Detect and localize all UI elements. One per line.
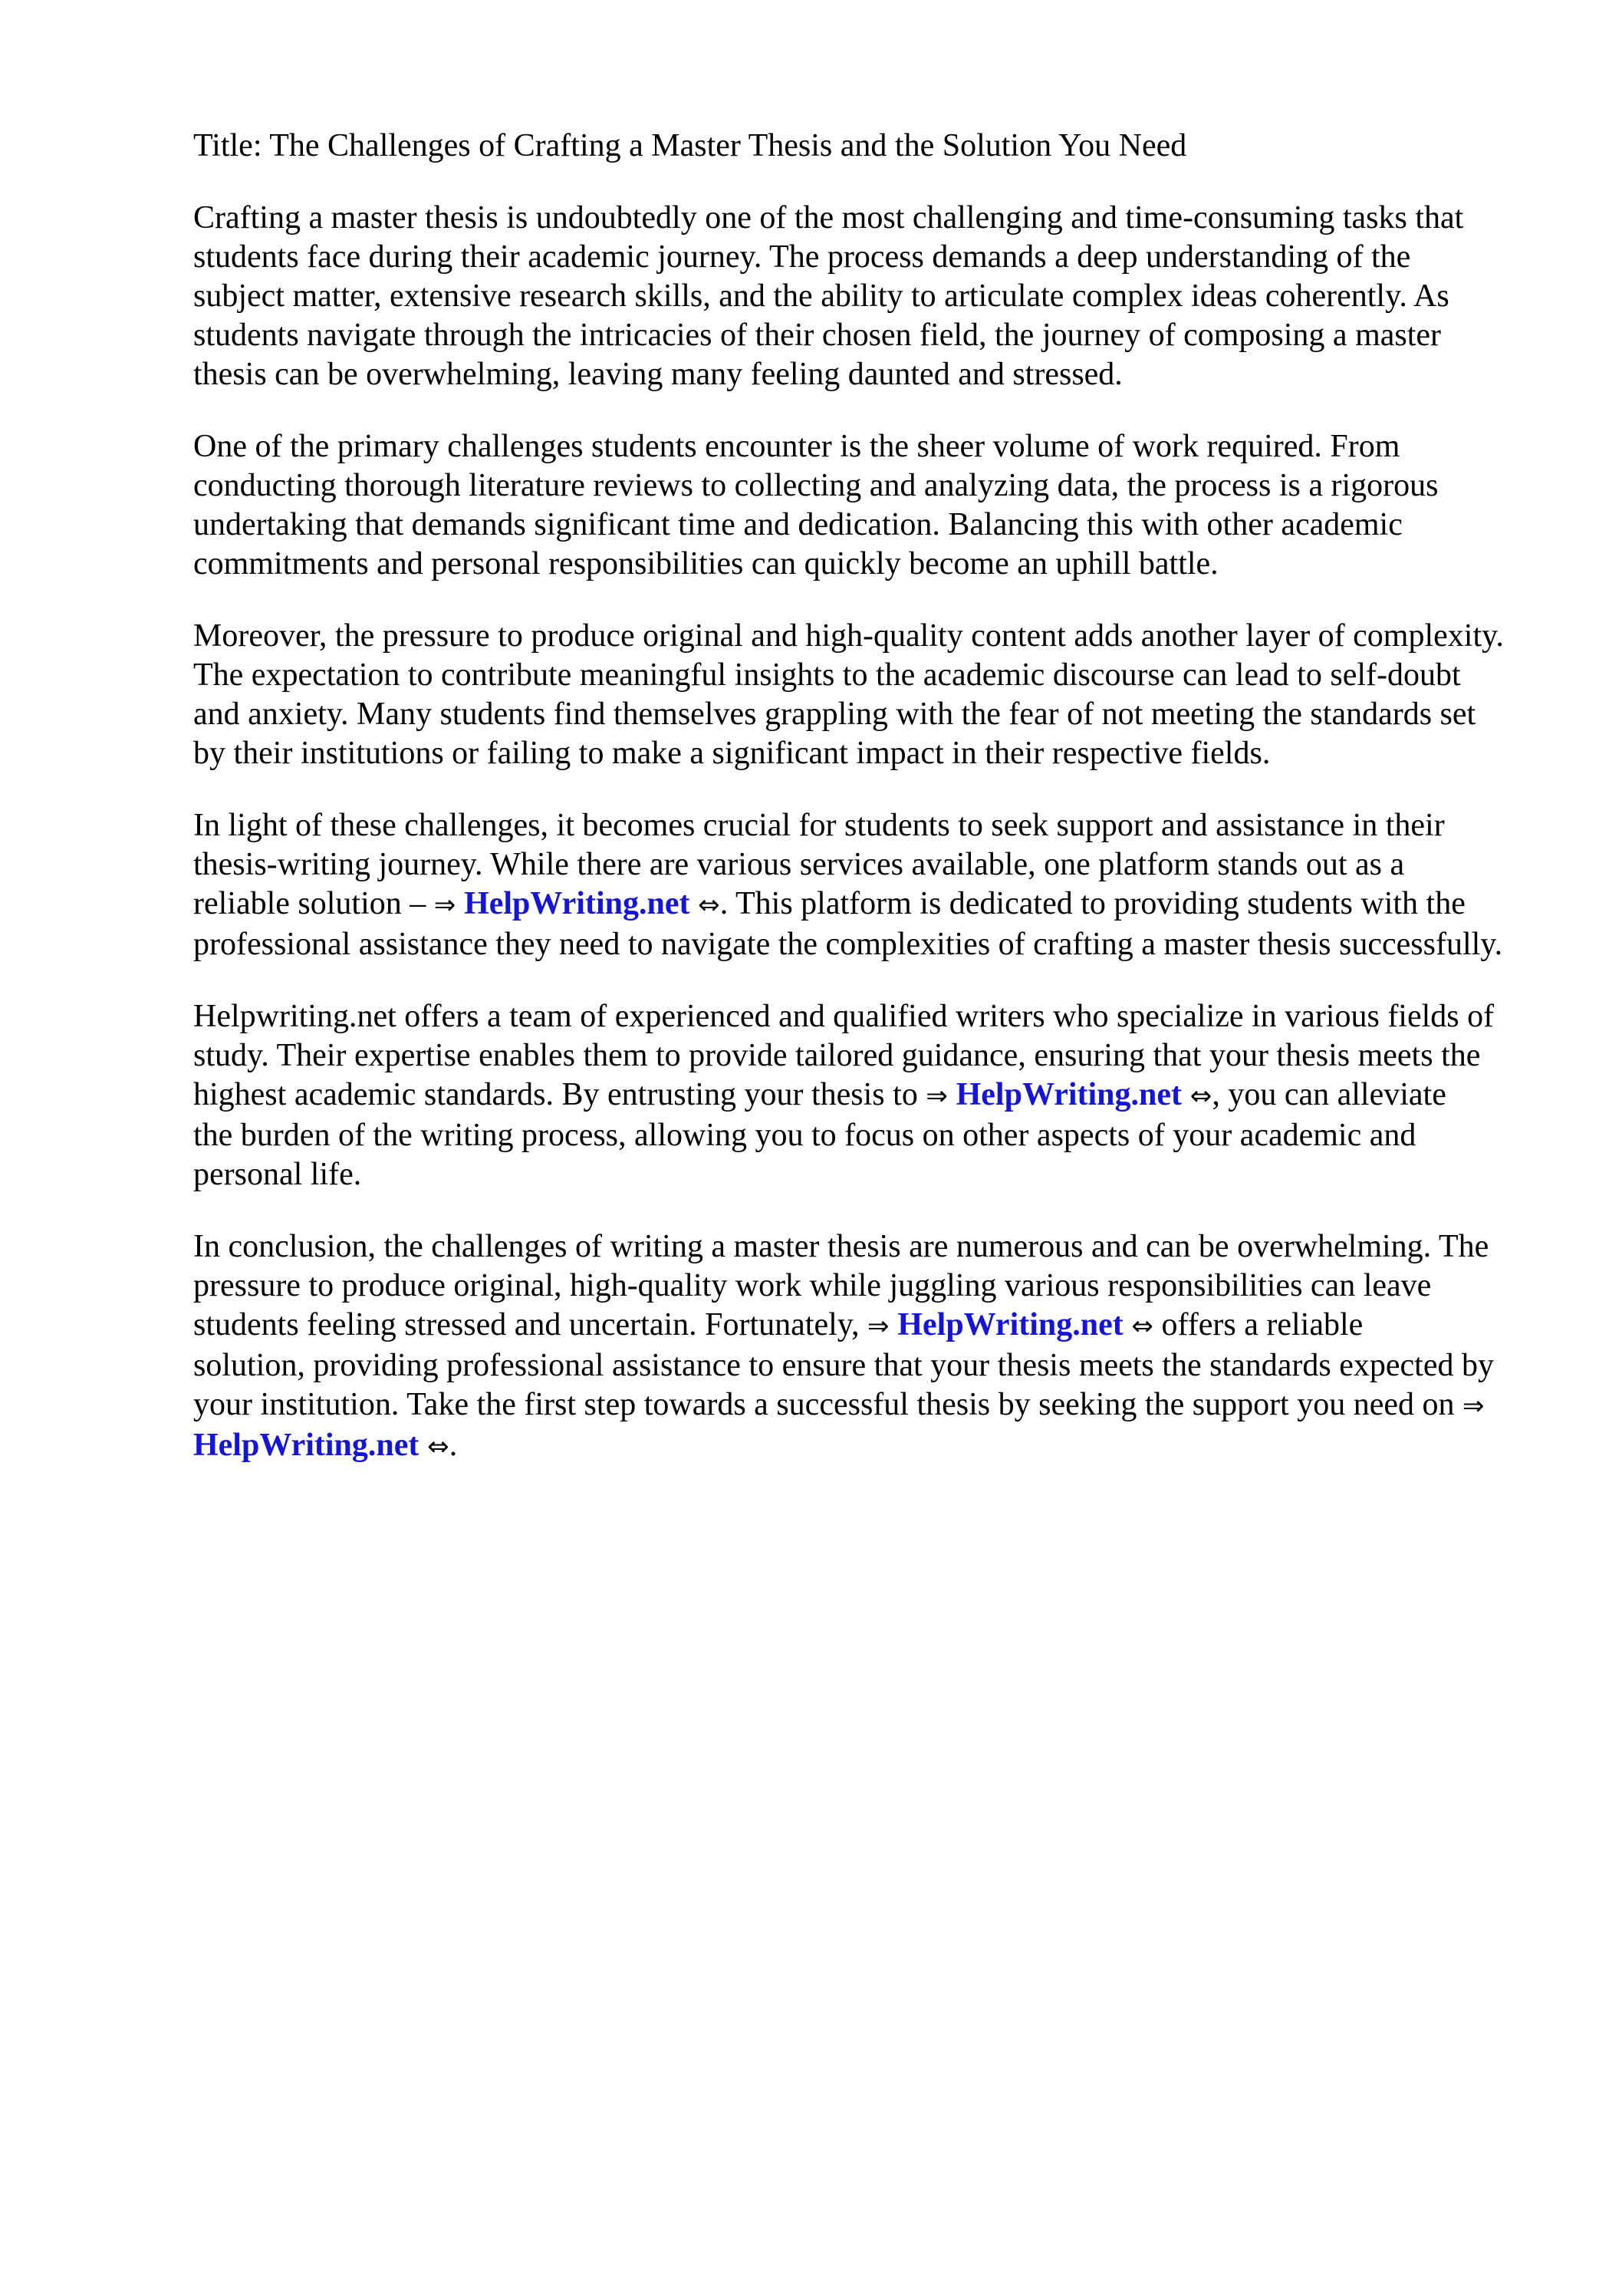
text-line xyxy=(193,355,1504,394)
text-segment: your institution. Take the first step towards a successful thesis by seeking the support you need on xyxy=(193,1387,1463,1422)
text-segment: . xyxy=(449,1428,458,1463)
text-line xyxy=(193,1385,1504,1426)
text-segment: pressure to produce original, high-quality work while juggling various responsibilities can leave xyxy=(193,1268,1432,1303)
text-line xyxy=(193,427,1504,466)
text-line xyxy=(193,316,1504,355)
paragraph xyxy=(193,1227,1504,1467)
text-line xyxy=(193,845,1504,884)
text-line xyxy=(193,1426,1504,1467)
text-line xyxy=(193,238,1504,277)
text-segment: students feeling stressed and uncertain. Fortunately, xyxy=(193,1307,868,1342)
text-line xyxy=(193,127,1504,166)
text-line xyxy=(193,656,1504,695)
text-line xyxy=(193,545,1504,584)
arrow-icon: ⇒ xyxy=(1462,1391,1485,1421)
text-segment: subject matter, extensive research skills, and the ability to articulate complex ideas coherently. As xyxy=(193,278,1449,314)
arrow-icon: ⇔ xyxy=(1123,1311,1154,1342)
text-line xyxy=(193,1306,1504,1346)
text-segment: The expectation to contribute meaningful insights to the academic discourse can lead to self-doubt xyxy=(193,657,1461,693)
paragraph xyxy=(193,806,1504,964)
text-segment: students face during their academic journey. The process demands a deep understanding of the xyxy=(193,239,1411,275)
text-line xyxy=(193,997,1504,1036)
document-body xyxy=(193,127,1504,1500)
text-segment: undertaking that demands significant time and dedication. Balancing this with other academic xyxy=(193,507,1403,542)
text-segment: conducting thorough literature reviews to collecting and analyzing data, the process is a rigorous xyxy=(193,468,1439,503)
arrow-icon: ⇒ xyxy=(433,890,465,921)
text-segment: Title: The Challenges of Crafting a Master Thesis and the Solution You Need xyxy=(193,128,1187,163)
text-segment: the burden of the writing process, allowing you to focus on other aspects of your academic and xyxy=(193,1118,1416,1153)
text-segment: students navigate through the intricacies of their chosen field, the journey of composing a master xyxy=(193,318,1442,353)
paragraph xyxy=(193,427,1504,584)
text-line xyxy=(193,1036,1504,1076)
text-line xyxy=(193,1346,1504,1385)
text-segment: Helpwriting.net offers a team of experienced and qualified writers who specialize in various fields of xyxy=(193,999,1495,1034)
text-segment: . This platform is dedicated to providing students with the xyxy=(719,886,1466,921)
text-segment: commitments and personal responsibilities can quickly become an uphill battle. xyxy=(193,546,1219,581)
helpwriting-link[interactable]: HelpWriting.net xyxy=(897,1307,1124,1342)
text-segment: Crafting a master thesis is undoubtedly one of the most challenging and time-consuming tasks that xyxy=(193,200,1464,236)
arrow-icon: ⇔ xyxy=(1182,1081,1212,1112)
helpwriting-link[interactable]: HelpWriting.net xyxy=(464,886,690,921)
text-segment: highest academic standards. By entrusting your thesis to xyxy=(193,1077,926,1112)
text-line xyxy=(193,1227,1504,1267)
text-segment: by their institutions or failing to make a significant impact in their respective fields. xyxy=(193,736,1271,771)
text-line xyxy=(193,695,1504,734)
text-segment: thesis can be overwhelming, leaving many feeling daunted and stressed. xyxy=(193,357,1123,392)
text-line xyxy=(193,506,1504,545)
text-line xyxy=(193,1116,1504,1155)
text-line xyxy=(193,806,1504,845)
helpwriting-link[interactable]: HelpWriting.net xyxy=(956,1077,1183,1112)
text-line xyxy=(193,466,1504,506)
text-segment: In light of these challenges, it becomes crucial for students to seek support and assistance in their xyxy=(193,808,1445,843)
paragraph xyxy=(193,617,1504,773)
text-segment: and anxiety. Many students find themselves grappling with the fear of not meeting the standards set xyxy=(193,697,1476,732)
text-segment: solution, providing professional assistance to ensure that your thesis meets the standards expected by xyxy=(193,1348,1494,1383)
text-line xyxy=(193,884,1504,925)
text-line xyxy=(193,199,1504,238)
text-segment: One of the primary challenges students encounter is the sheer volume of work required. From xyxy=(193,429,1400,464)
text-line xyxy=(193,277,1504,316)
paragraph xyxy=(193,997,1504,1194)
text-segment: In conclusion, the challenges of writing a master thesis are numerous and can be overwhelming. The xyxy=(193,1229,1489,1264)
helpwriting-link[interactable]: HelpWriting.net xyxy=(193,1428,419,1463)
arrow-icon: ⇔ xyxy=(419,1431,449,1462)
document-title xyxy=(193,127,1504,166)
arrow-icon: ⇒ xyxy=(867,1311,898,1342)
text-segment: , you can alleviate xyxy=(1212,1077,1446,1112)
text-line xyxy=(193,734,1504,773)
text-segment: thesis-writing journey. While there are various services available, one platform stands out as a xyxy=(193,847,1405,882)
text-segment: personal life. xyxy=(193,1157,362,1192)
arrow-icon: ⇒ xyxy=(926,1081,956,1112)
paragraph xyxy=(193,199,1504,394)
text-line xyxy=(193,1076,1504,1116)
text-segment: offers a reliable xyxy=(1153,1307,1364,1342)
text-segment: reliable solution – xyxy=(193,886,434,921)
arrow-icon: ⇔ xyxy=(689,890,720,921)
text-segment: study. Their expertise enables them to provide tailored guidance, ensuring that your thesis meets the xyxy=(193,1038,1481,1073)
text-line xyxy=(193,1267,1504,1306)
text-line xyxy=(193,1155,1504,1194)
text-line xyxy=(193,925,1504,964)
text-line xyxy=(193,617,1504,656)
text-segment: Moreover, the pressure to produce original and high-quality content adds another layer of complexity. xyxy=(193,618,1504,654)
text-segment: professional assistance they need to navigate the complexities of crafting a master thesis successfully. xyxy=(193,927,1503,962)
